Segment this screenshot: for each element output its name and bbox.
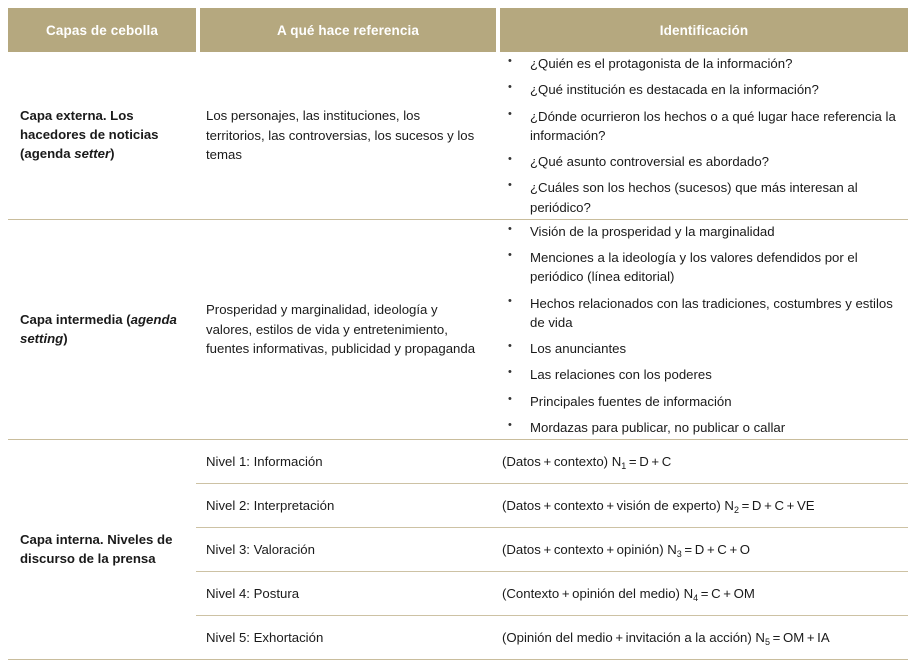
formula-subscript: 4 <box>693 593 699 603</box>
table-row <box>8 440 908 660</box>
formula-right: = D + C <box>626 454 672 469</box>
column-header-capas-de-cebolla <box>8 8 196 52</box>
column-header-label: Identificación <box>659 22 749 38</box>
formula-left: (Datos + contexto + opinión) N <box>502 542 677 557</box>
list-item: • Visión de la prosperidad y la marginalidad <box>502 222 898 241</box>
level-name: Nivel 5: Exhortación <box>206 630 324 645</box>
level-formula <box>502 630 830 645</box>
row-layer-cell <box>8 52 196 219</box>
layer-label-suffix: ) <box>110 145 115 161</box>
layer-label-suffix: ) <box>63 330 68 346</box>
level-name-cell <box>196 572 496 615</box>
identification-list <box>502 54 898 217</box>
list-item: • Menciones a la ideología y los valores defendidos por el periódico (línea editorial) <box>502 248 898 287</box>
layer-label-italic: agenda setting <box>20 311 177 346</box>
layer-label-italic: setter <box>74 145 111 161</box>
table-row <box>8 52 908 220</box>
formula-right: = D + C + VE <box>738 498 815 513</box>
table-row <box>196 484 908 528</box>
level-formula-cell <box>496 440 908 483</box>
list-item: • Hechos relacionados con las tradiciones, costumbres y estilos de vida <box>502 294 898 333</box>
list-item: • ¿Qué asunto controversial es abordado? <box>502 152 898 171</box>
table-header-row <box>8 8 908 52</box>
row-layer-cell <box>8 220 196 439</box>
level-name: Nivel 3: Valoración <box>206 542 315 557</box>
list-item: • ¿Dónde ocurrieron los hechos o a qué lugar hace referencia la información? <box>502 107 898 146</box>
levels-subtable <box>196 440 908 659</box>
column-header-label: A qué hace referencia <box>277 22 419 38</box>
row-identification-cell <box>496 52 908 219</box>
formula-left: (Opinión del medio + invitación a la acción) N <box>502 630 765 645</box>
level-formula <box>502 498 815 513</box>
column-header-label: Capas de cebolla <box>46 22 158 38</box>
table-row <box>196 528 908 572</box>
level-name-cell <box>196 616 496 659</box>
reference-text: Los personajes, las instituciones, los territorios, las controversias, los sucesos y los temas <box>206 107 475 163</box>
level-formula-cell <box>496 484 908 527</box>
list-item: • Mordazas para publicar, no publicar o callar <box>502 418 898 437</box>
level-name-cell <box>196 484 496 527</box>
layer-label-prefix: Capa intermedia ( <box>20 311 131 327</box>
table-row <box>196 440 908 484</box>
table-row <box>196 572 908 616</box>
formula-subscript: 5 <box>764 637 770 647</box>
formula-subscript: 2 <box>733 505 739 515</box>
level-formula-cell <box>496 616 908 659</box>
layer-label-capa-intermedia <box>20 311 184 348</box>
list-item: • Principales fuentes de información <box>502 392 898 411</box>
list-item: • ¿Quién es el protagonista de la información? <box>502 54 898 73</box>
column-header-a-que-hace-referencia <box>200 8 496 52</box>
level-formula <box>502 586 755 601</box>
row-reference-cell <box>196 52 496 219</box>
formula-right: = C + OM <box>698 586 755 601</box>
onion-layers-table <box>8 8 908 660</box>
formula-subscript: 1 <box>621 461 627 471</box>
list-item: • ¿Qué institución es destacada en la información? <box>502 80 898 99</box>
table-row <box>196 616 908 659</box>
formula-left: (Datos + contexto) N <box>502 454 622 469</box>
layer-label-capa-externa <box>20 107 184 163</box>
level-name-cell <box>196 528 496 571</box>
identification-list <box>502 222 898 437</box>
row-identification-cell <box>496 220 908 439</box>
level-name: Nivel 2: Interpretación <box>206 498 335 513</box>
column-header-identificacion <box>500 8 908 52</box>
formula-left: (Datos + contexto + visión de experto) N <box>502 498 734 513</box>
formula-right: = D + C + O <box>681 542 751 557</box>
formula-left: (Contexto + opinión del medio) N <box>502 586 694 601</box>
level-name: Nivel 4: Postura <box>206 586 300 601</box>
layer-label-capa-interna: Capa interna. Niveles de discurso de la prensa <box>20 531 173 566</box>
formula-right: = OM + IA <box>769 630 830 645</box>
level-name: Nivel 1: Información <box>206 454 323 469</box>
level-formula-cell <box>496 528 908 571</box>
level-formula-cell <box>496 572 908 615</box>
row-layer-cell <box>8 440 196 659</box>
level-formula <box>502 542 750 557</box>
layer-label-prefix: Capa externa. Los hacedores de noticias (agenda <box>20 108 159 161</box>
formula-subscript: 3 <box>676 549 682 559</box>
list-item: • Las relaciones con los poderes <box>502 365 898 384</box>
table-row <box>8 220 908 440</box>
level-formula <box>502 454 671 469</box>
list-item: • ¿Cuáles son los hechos (sucesos) que más interesan al periódico? <box>502 178 898 217</box>
reference-text: Prosperidad y marginalidad, ideología y valores, estilos de vida y entretenimiento, fuentes informativas, publicidad y propaganda <box>206 301 476 357</box>
list-item: • Los anunciantes <box>502 339 898 358</box>
level-name-cell <box>196 440 496 483</box>
row-reference-cell <box>196 220 496 439</box>
